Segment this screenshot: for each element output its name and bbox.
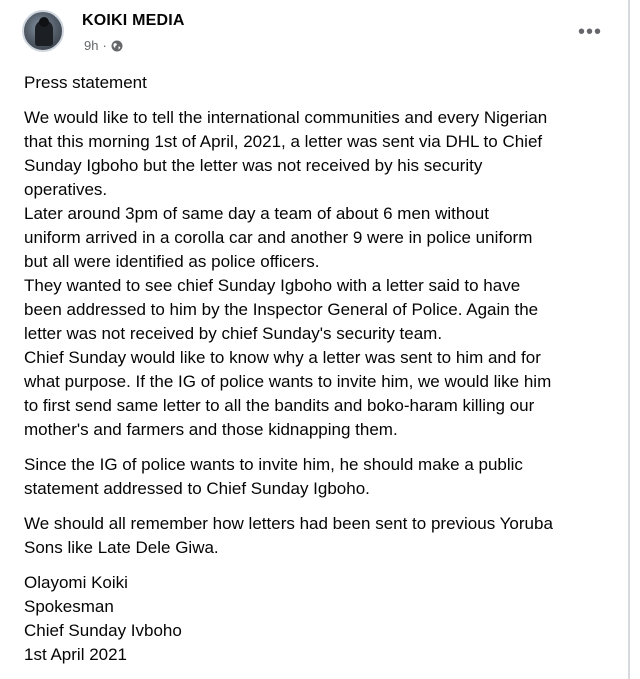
text-line: what purpose. If the IG of police wants to invite him, we would like him — [24, 372, 552, 391]
post-time[interactable]: 9h — [84, 38, 99, 53]
post-paragraph-2 — [24, 453, 624, 501]
post-header — [0, 0, 628, 70]
text-line: We would like to tell the international communities and every Nigerian — [24, 108, 548, 127]
more-options-button[interactable] — [574, 20, 606, 44]
text-line: mother's and farmers and those kidnapping them. — [24, 420, 398, 439]
signature-org: Chief Sunday Ivboho — [24, 621, 182, 640]
text-line: but all were identified as police officers. — [24, 252, 320, 271]
avatar[interactable] — [22, 10, 64, 52]
more-options-icon: ••• — [577, 21, 602, 43]
signature-block — [24, 571, 624, 667]
avatar-head — [39, 17, 49, 27]
signature-name: Olayomi Koiki — [24, 573, 128, 592]
signature-date: 1st April 2021 — [24, 645, 128, 664]
post-paragraph-3 — [24, 512, 624, 560]
text-line: that this morning 1st of April, 2021, a letter was sent via DHL to Chief — [24, 132, 543, 151]
text-line: statement addressed to Chief Sunday Igboho. — [24, 479, 370, 498]
text-line: Sons like Late Dele Giwa. — [24, 538, 219, 557]
post-body — [24, 71, 624, 667]
text-line: been addressed to him by the Inspector General of Police. Again the — [24, 300, 539, 319]
post-meta — [84, 38, 123, 53]
meta-separator: · — [102, 38, 107, 53]
text-line: Later around 3pm of same day a team of about 6 men without — [24, 204, 489, 223]
text-line: We should all remember how letters had been sent to previous Yoruba — [24, 514, 553, 533]
text-line: Since the IG of police wants to invite him, he should make a public — [24, 455, 523, 474]
globe-icon — [111, 40, 123, 52]
text-line: to first send same letter to all the bandits and boko-haram killing our — [24, 396, 535, 415]
text-line: Chief Sunday would like to know why a letter was sent to him and for — [24, 348, 541, 367]
text-line: operatives. — [24, 180, 108, 199]
post-title: Press statement — [24, 73, 147, 92]
text-line: They wanted to see chief Sunday Igboho with a letter said to have — [24, 276, 521, 295]
text-line: letter was not received by chief Sunday's security team. — [24, 324, 443, 343]
page-name[interactable]: KOIKI MEDIA — [82, 12, 185, 29]
text-line: Sunday Igboho but the letter was not received by his security — [24, 156, 483, 175]
text-line: uniform arrived in a corolla car and another 9 were in police uniform — [24, 228, 533, 247]
post-paragraph-1 — [24, 106, 624, 442]
signature-role: Spokesman — [24, 597, 114, 616]
